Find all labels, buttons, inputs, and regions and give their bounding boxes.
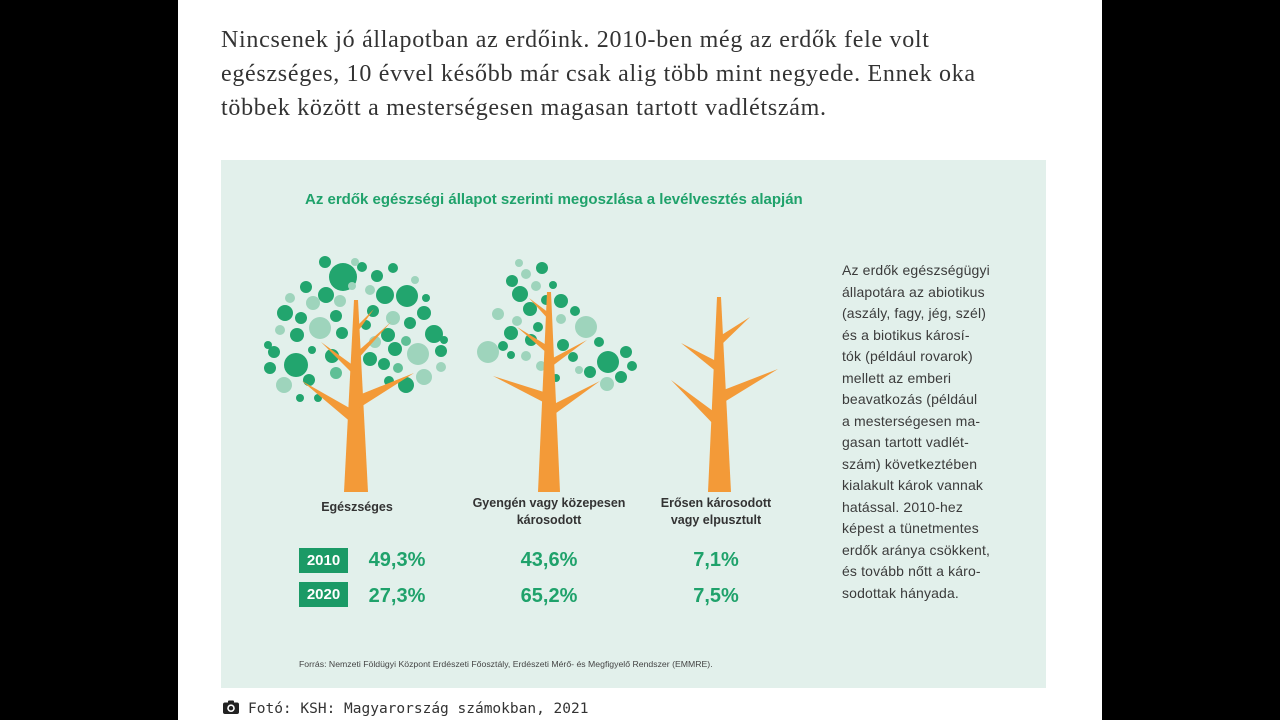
leaf-circle [378,358,390,370]
note-line: mellett az emberi [842,369,952,386]
category-label-line: Gyengén vagy közepesen [472,495,626,510]
leaf-circle [498,341,508,351]
category-label-line: Egészséges [321,499,393,514]
leaf-circle [512,316,522,326]
moderately-damaged-tree-illustration [477,259,637,492]
infographic [221,160,1046,688]
leaf-circle [334,295,346,307]
leaf-circle [435,345,447,357]
leaf-circle [308,346,316,354]
note-line: szám) következtében [842,455,978,472]
leaf-circle [554,294,568,308]
leaf-circle [336,327,348,339]
leaf-circle [422,294,430,302]
leaf-circle [506,275,518,287]
leaf-circle [417,306,431,320]
leaf-circle [411,276,419,284]
leaf-circle [371,270,383,282]
leaf-circle [416,369,432,385]
leaf-circle [290,328,304,342]
leaf-circle [507,351,515,359]
leaf-circle [477,341,499,363]
leaf-circle [386,311,400,325]
leaf-circle [277,305,293,321]
infographic-note [842,260,990,604]
leaf-circle [504,326,518,340]
leaf-circle [300,281,312,293]
branch [720,317,750,346]
category-label-line: Erősen károsodott [660,495,772,510]
leaf-circle [600,377,614,391]
leaf-circle [401,336,411,346]
leaf-circle [521,351,531,361]
note-line: és a biotikus károsí- [842,326,970,343]
leaf-circle [388,342,402,356]
note-line: hatással. 2010-hez [842,498,964,515]
leaf-circle [396,285,418,307]
leaf-circle [330,310,342,322]
branch [517,327,548,354]
leaf-circle [348,282,356,290]
leaf-circle [575,366,583,374]
value-2020-severe: 7,5% [693,585,739,607]
category-label-line: vagy elpusztult [670,512,762,527]
intro-line: többek között a mesterségesen magasan tartott vadlétszám. [221,95,827,121]
branch [551,340,587,367]
intro-line: Nincsenek jó állapotban az erdőink. 2010-ben még az erdők fele volt [221,27,930,53]
leaf-circle [536,262,548,274]
note-line: és tovább nőtt a káro- [842,563,981,579]
camera-icon [223,700,239,714]
leaf-circle [284,353,308,377]
leaf-circle [319,256,331,268]
category-label-severe [661,495,771,529]
note-line: tók (például rovarok) [842,348,973,364]
year-badge-2020: 2020 [299,582,348,607]
branch [493,376,547,404]
leaf-circle [407,343,429,365]
leaf-circle [627,361,637,371]
leaf-circle [365,285,375,295]
intro-paragraph [221,23,976,125]
branch [681,343,718,373]
note-line: gasan tartott vadlét- [842,434,969,450]
leaf-circle [318,287,334,303]
leaf-circle [376,286,394,304]
leaf-circle [330,367,342,379]
leaf-circle [351,258,359,266]
leaf-circle [440,336,448,344]
category-label-moderate [473,495,626,529]
leaf-circle [492,308,504,320]
branch [302,381,353,424]
leaf-circle [303,374,315,386]
leaf-circle [570,306,580,316]
healthy-tree-illustration [264,256,448,492]
leaf-circle [285,293,295,303]
leaf-circle [515,259,523,267]
intro-line: egészséges, 10 évvel később már csak alig több mint negyede. Ennek oka [221,61,976,87]
category-label-healthy [321,499,393,516]
leaf-circle [295,312,307,324]
leaf-circle [615,371,627,383]
note-line: kialakult károk vannak [842,477,984,493]
leaf-circle [549,281,557,289]
leaf-circle [512,286,528,302]
leaf-circle [404,317,416,329]
branch [671,380,717,428]
dead-tree-illustration [671,297,778,492]
leaf-circle [568,352,578,362]
leaf-cluster [477,259,637,391]
leaf-circle [264,362,276,374]
note-line: beavatkozás (például [842,391,978,407]
leaf-circle [594,337,604,347]
leaf-circle [275,325,285,335]
note-line: képest a tünetmentes [842,520,979,536]
leaf-circle [521,269,531,279]
article-page [178,0,1102,720]
note-line: sodottak hányada. [842,584,959,601]
leaf-circle [556,314,566,324]
leaf-circle [393,363,403,373]
leaf-circle [584,366,596,378]
infographic-source: Forrás: Nemzeti Földügyi Központ Erdészeti Főosztály, Erdészeti Mérő- és Megfigyelő Rendszer (EMMRE). [299,659,713,669]
value-2010-moderate: 43,6% [520,549,578,571]
leaf-circle [533,322,543,332]
note-line: Az erdők egészségügyi [842,262,990,278]
value-2010-severe: 7,1% [693,549,739,571]
leaf-circle [436,362,446,372]
leaf-circle [597,351,619,373]
year-badge-2010: 2010 [299,548,348,573]
leaf-circle [557,339,569,351]
leaf-circle [306,296,320,310]
note-line: a mesterségesen ma- [842,412,981,429]
leaf-circle [531,281,541,291]
leaf-circle [276,377,292,393]
leaf-circle [296,394,304,402]
value-2010-healthy: 49,3% [368,549,426,571]
branch [721,369,778,404]
note-line: erdők aránya csökkent, [842,541,991,558]
note-line: állapotára az abiotikus [842,283,985,300]
leaf-circle [575,316,597,338]
infographic-title: Az erdők egészségi állapot szerinti megoszlása a levélvesztés alapján [305,191,803,208]
value-2020-moderate: 65,2% [520,585,578,607]
photo-caption: Fotó: KSH: Magyarország számokban, 2021 [248,701,589,717]
leaf-circle [363,352,377,366]
leaf-circle [309,317,331,339]
value-2020-healthy: 27,3% [368,585,426,607]
note-line: (aszály, fagy, jég, szél) [842,305,987,321]
category-label-line: károsodott [516,512,582,527]
leaf-circle [388,263,398,273]
leaf-circle [620,346,632,358]
branch [552,381,600,416]
leaf-circle [264,341,272,349]
